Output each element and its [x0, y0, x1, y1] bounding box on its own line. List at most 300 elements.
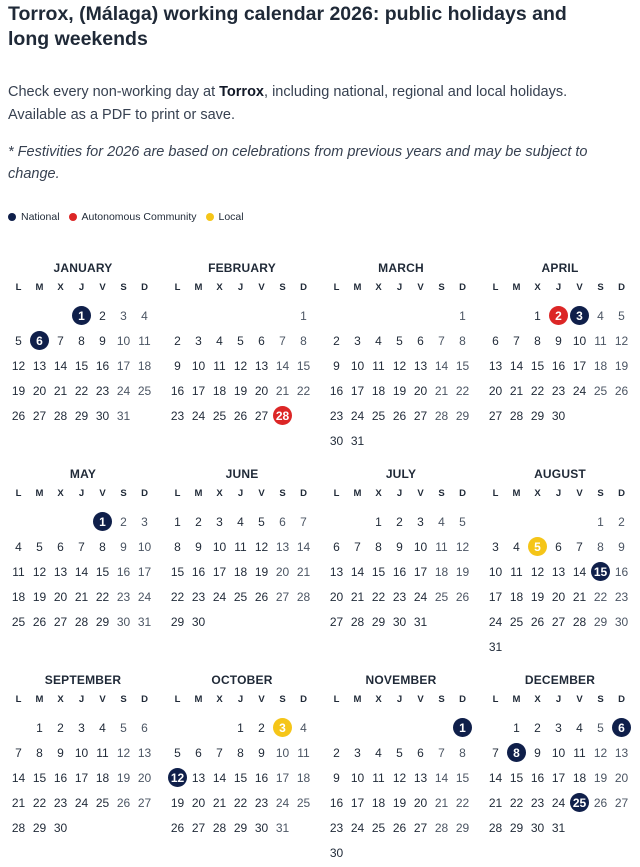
- day-number: 27: [191, 820, 206, 835]
- calendar-day: [293, 559, 314, 584]
- day-number: 30: [392, 614, 407, 629]
- day-number: 24: [551, 795, 566, 810]
- day-number: 5: [174, 745, 181, 760]
- day-number: 23: [254, 795, 269, 810]
- day-number: 8: [36, 745, 43, 760]
- day-number: 22: [455, 795, 470, 810]
- calendar-day: [71, 740, 92, 765]
- day-number: 1: [513, 720, 520, 735]
- day-number: 27: [32, 408, 47, 423]
- day-number: 18: [371, 795, 386, 810]
- day-number: 9: [333, 358, 340, 373]
- weekday-label: X: [216, 488, 223, 499]
- day-number: 23: [329, 408, 344, 423]
- day-number: 14: [488, 770, 503, 785]
- calendar-day: [71, 715, 92, 740]
- day-number: 1: [72, 306, 91, 325]
- calendar-day: [506, 559, 527, 584]
- weekday-label: V: [417, 694, 424, 705]
- calendar-day: [230, 715, 251, 740]
- calendar-day: [527, 353, 548, 378]
- day-number: 3: [120, 308, 127, 323]
- day-number: 14: [434, 770, 449, 785]
- weekday-label: D: [300, 488, 307, 499]
- weekday-label: S: [597, 694, 604, 705]
- day-number: 4: [141, 308, 148, 323]
- empty-cell: [485, 715, 506, 740]
- day-number: 18: [371, 383, 386, 398]
- calendar-day: [29, 584, 50, 609]
- calendar-day: [452, 559, 473, 584]
- empty-cell: [209, 303, 230, 328]
- weekday-header: [8, 487, 158, 501]
- day-number: 6: [57, 539, 64, 554]
- calendar-day: [29, 403, 50, 428]
- day-number: 27: [275, 589, 290, 604]
- empty-cell: [431, 303, 452, 328]
- calendar-day: [611, 509, 632, 534]
- holiday-day: [29, 328, 50, 353]
- calendar-day: [452, 584, 473, 609]
- day-number: 3: [78, 720, 85, 735]
- month-september: [8, 673, 158, 840]
- day-number: 3: [141, 514, 148, 529]
- day-number: 12: [116, 745, 131, 760]
- day-number: 12: [530, 564, 545, 579]
- calendar-day: [209, 353, 230, 378]
- day-number: 30: [614, 614, 629, 629]
- day-number: 12: [254, 539, 269, 554]
- day-number: 28: [434, 408, 449, 423]
- calendar-day: [410, 740, 431, 765]
- calendar-day: [410, 584, 431, 609]
- calendar-day: [272, 353, 293, 378]
- day-number: 30: [116, 614, 131, 629]
- day-number: 16: [191, 564, 206, 579]
- day-number: 24: [572, 383, 587, 398]
- calendar-day: [452, 403, 473, 428]
- calendar-day: [50, 353, 71, 378]
- day-number: 22: [32, 795, 47, 810]
- calendar-day: [452, 509, 473, 534]
- weekday-label: M: [35, 694, 44, 705]
- holiday-day: [167, 765, 188, 790]
- calendar-day: [92, 353, 113, 378]
- day-number: 15: [455, 358, 470, 373]
- calendar-day: [569, 353, 590, 378]
- calendar-day: [485, 609, 506, 634]
- day-number: 15: [233, 770, 248, 785]
- calendar-day: [209, 328, 230, 353]
- calendar-day: [188, 353, 209, 378]
- day-number: 9: [258, 745, 265, 760]
- calendar-day: [506, 790, 527, 815]
- calendar-day: [527, 378, 548, 403]
- calendar-day: [590, 790, 611, 815]
- day-grid: [326, 303, 476, 453]
- day-number: 15: [170, 564, 185, 579]
- legend: [8, 211, 640, 223]
- calendar-day: [326, 328, 347, 353]
- calendar-day: [71, 378, 92, 403]
- day-number: 10: [413, 539, 428, 554]
- day-number: 14: [434, 358, 449, 373]
- weekday-label: L: [333, 488, 340, 499]
- calendar-day: [569, 559, 590, 584]
- calendar-day: [92, 740, 113, 765]
- day-number: 26: [530, 614, 545, 629]
- weekday-label: D: [459, 694, 466, 705]
- day-number: 9: [57, 745, 64, 760]
- day-number: 13: [32, 358, 47, 373]
- legend-dot-regional: [69, 213, 77, 221]
- calendar-day: [29, 815, 50, 840]
- calendar-day: [50, 403, 71, 428]
- day-number: 5: [396, 333, 403, 348]
- day-number: 31: [551, 820, 566, 835]
- weekday-label: J: [78, 282, 85, 293]
- intro-text-after: , including national, regional and local holidays. Available as a PDF to print or save.: [8, 84, 568, 123]
- day-number: 27: [329, 614, 344, 629]
- empty-cell: [188, 303, 209, 328]
- day-number: 1: [300, 308, 307, 323]
- calendar-day: [569, 584, 590, 609]
- day-number: 14: [53, 358, 68, 373]
- calendar-day: [347, 559, 368, 584]
- day-number: 16: [95, 358, 110, 373]
- weekday-label: L: [15, 282, 22, 293]
- day-number: 6: [258, 333, 265, 348]
- day-number: 23: [53, 795, 68, 810]
- day-number: 9: [534, 745, 541, 760]
- calendar-day: [272, 815, 293, 840]
- month-title: APRIL: [541, 261, 579, 275]
- month-april: [485, 261, 635, 428]
- calendar-day: [272, 509, 293, 534]
- calendar-day: [167, 584, 188, 609]
- calendar-day: [452, 353, 473, 378]
- calendar-day: [389, 378, 410, 403]
- calendar-day: [8, 740, 29, 765]
- day-number: 29: [95, 614, 110, 629]
- day-number: 26: [116, 795, 131, 810]
- day-number: 13: [275, 539, 290, 554]
- calendar-day: [548, 715, 569, 740]
- calendar-day: [188, 509, 209, 534]
- calendar-day: [29, 534, 50, 559]
- day-number: 25: [137, 383, 152, 398]
- calendar-day: [50, 715, 71, 740]
- day-number: 7: [354, 539, 361, 554]
- calendar-day: [293, 378, 314, 403]
- day-number: 1: [174, 514, 181, 529]
- calendar-day: [188, 790, 209, 815]
- calendar-day: [506, 765, 527, 790]
- day-number: 7: [279, 333, 286, 348]
- calendar-day: [485, 559, 506, 584]
- calendar-day: [272, 740, 293, 765]
- calendar-day: [209, 559, 230, 584]
- day-number: 19: [116, 770, 131, 785]
- day-number: 26: [32, 614, 47, 629]
- day-number: 13: [551, 564, 566, 579]
- weekday-label: L: [333, 282, 340, 293]
- calendar-day: [167, 378, 188, 403]
- weekday-label: S: [120, 282, 127, 293]
- day-number: 13: [329, 564, 344, 579]
- day-number: 13: [413, 358, 428, 373]
- day-number: 22: [296, 383, 311, 398]
- day-number: 11: [12, 564, 25, 579]
- weekday-label: J: [237, 282, 244, 293]
- weekday-label: V: [99, 694, 106, 705]
- day-number: 12: [233, 358, 248, 373]
- day-number: 5: [459, 514, 466, 529]
- weekday-label: S: [120, 488, 127, 499]
- day-number: 25: [371, 408, 386, 423]
- day-number: 12: [11, 358, 26, 373]
- day-number: 13: [137, 745, 152, 760]
- calendar-day: [251, 328, 272, 353]
- month-june: [167, 467, 317, 634]
- day-number: 23: [329, 820, 344, 835]
- calendar-day: [230, 765, 251, 790]
- month-november: [326, 673, 476, 865]
- day-number: 15: [371, 564, 386, 579]
- weekday-label: L: [174, 694, 181, 705]
- day-grid: [167, 509, 317, 634]
- day-number: 10: [212, 539, 227, 554]
- weekday-label: X: [216, 282, 223, 293]
- calendar-day: [431, 765, 452, 790]
- calendar-day: [71, 609, 92, 634]
- day-number: 18: [95, 770, 110, 785]
- day-number: 16: [53, 770, 68, 785]
- day-number: 26: [170, 820, 185, 835]
- day-number: 13: [254, 358, 269, 373]
- weekday-label: L: [333, 694, 340, 705]
- weekday-label: X: [375, 488, 382, 499]
- calendar-day: [293, 534, 314, 559]
- legend-dot-local: [206, 213, 214, 221]
- calendar-day: [548, 584, 569, 609]
- calendar-day: [8, 378, 29, 403]
- day-number: 29: [233, 820, 248, 835]
- weekday-label: J: [396, 694, 403, 705]
- calendar-day: [527, 584, 548, 609]
- day-number: 17: [137, 564, 152, 579]
- calendar-day: [611, 740, 632, 765]
- calendar-day: [548, 740, 569, 765]
- calendar-day: [506, 378, 527, 403]
- day-number: 28: [11, 820, 26, 835]
- day-number: 2: [618, 514, 625, 529]
- calendar-day: [431, 378, 452, 403]
- day-number: 20: [413, 795, 428, 810]
- day-number: 22: [74, 383, 89, 398]
- calendar-day: [368, 740, 389, 765]
- empty-cell: [548, 509, 569, 534]
- day-number: 19: [392, 383, 407, 398]
- day-number: 28: [212, 820, 227, 835]
- empty-cell: [410, 715, 431, 740]
- month-title: AUGUST: [534, 467, 586, 481]
- calendar-day: [134, 790, 155, 815]
- month-title: JANUARY: [53, 261, 113, 275]
- calendar-day: [590, 534, 611, 559]
- day-number: 6: [333, 539, 340, 554]
- day-number: 19: [233, 383, 248, 398]
- day-number: 21: [11, 795, 26, 810]
- calendar-day: [209, 765, 230, 790]
- day-number: 29: [530, 408, 545, 423]
- day-number: 15: [509, 770, 524, 785]
- weekday-label: M: [194, 694, 203, 705]
- calendar-day: [50, 378, 71, 403]
- day-number: 27: [137, 795, 152, 810]
- calendar-day: [368, 534, 389, 559]
- day-number: 22: [233, 795, 248, 810]
- calendar-day: [326, 840, 347, 865]
- calendar-day: [92, 790, 113, 815]
- calendar-day: [188, 765, 209, 790]
- day-number: 27: [53, 614, 68, 629]
- calendar-day: [167, 509, 188, 534]
- day-grid: [485, 509, 635, 659]
- calendar-day: [293, 584, 314, 609]
- day-number: 31: [413, 614, 428, 629]
- calendar-day: [293, 303, 314, 328]
- calendar-day: [506, 403, 527, 428]
- day-number: 7: [513, 333, 520, 348]
- calendar-day: [188, 328, 209, 353]
- calendar-day: [50, 740, 71, 765]
- day-number: 6: [492, 333, 499, 348]
- calendar-day: [548, 765, 569, 790]
- day-number: 26: [11, 408, 26, 423]
- calendar-day: [590, 609, 611, 634]
- calendar-day: [410, 378, 431, 403]
- calendar-day: [527, 559, 548, 584]
- calendar-day: [188, 378, 209, 403]
- holiday-day: [452, 715, 473, 740]
- holiday-day: [527, 534, 548, 559]
- calendar-day: [167, 403, 188, 428]
- empty-cell: [209, 715, 230, 740]
- calendar-day: [326, 765, 347, 790]
- day-number: 22: [95, 589, 110, 604]
- calendar-day: [293, 790, 314, 815]
- month-title: MAY: [69, 467, 97, 481]
- weekday-label: V: [576, 488, 583, 499]
- calendar-day: [485, 740, 506, 765]
- day-number: 21: [434, 795, 449, 810]
- weekday-label: S: [279, 282, 286, 293]
- day-number: 15: [455, 770, 470, 785]
- calendar-day: [527, 303, 548, 328]
- day-number: 6: [141, 720, 148, 735]
- page-title: Torrox, (Málaga) working calendar 2026: public holidays and long weekends: [8, 3, 567, 50]
- day-number: 18: [296, 770, 311, 785]
- calendar-day: [113, 353, 134, 378]
- weekday-label: X: [375, 282, 382, 293]
- calendar-day: [431, 790, 452, 815]
- day-number: 2: [57, 720, 64, 735]
- calendar-day: [326, 353, 347, 378]
- calendar-day: [548, 790, 569, 815]
- day-number: 1: [534, 308, 541, 323]
- day-number: 12: [593, 745, 608, 760]
- day-number: 21: [296, 564, 311, 579]
- calendar-day: [134, 609, 155, 634]
- calendar-day: [590, 509, 611, 534]
- calendar-day: [431, 815, 452, 840]
- day-number: 5: [120, 720, 127, 735]
- day-number: 18: [212, 383, 227, 398]
- calendar-day: [134, 559, 155, 584]
- calendar-day: [272, 328, 293, 353]
- month-title: FEBRUARY: [208, 261, 276, 275]
- calendar-day: [389, 328, 410, 353]
- day-number: 8: [99, 539, 106, 554]
- legend-label-local: Local: [218, 210, 244, 223]
- calendar-day: [113, 715, 134, 740]
- day-number: 30: [191, 614, 206, 629]
- calendar-day: [368, 584, 389, 609]
- empty-cell: [8, 715, 29, 740]
- calendar-day: [389, 740, 410, 765]
- empty-cell: [506, 303, 527, 328]
- day-number: 13: [614, 745, 629, 760]
- calendar-day: [527, 765, 548, 790]
- month-title: JULY: [385, 467, 417, 481]
- calendar-day: [113, 765, 134, 790]
- day-number: 11: [372, 358, 385, 373]
- day-number: 11: [372, 770, 385, 785]
- weekday-label: L: [492, 282, 499, 293]
- day-number: 26: [233, 408, 248, 423]
- day-number: 14: [212, 770, 227, 785]
- calendar-day: [368, 790, 389, 815]
- calendar-day: [92, 534, 113, 559]
- day-number: 10: [488, 564, 503, 579]
- calendar-day: [548, 815, 569, 840]
- calendar-day: [347, 815, 368, 840]
- calendar-day: [452, 740, 473, 765]
- calendar-day: [527, 715, 548, 740]
- calendar-day: [389, 353, 410, 378]
- calendar-day: [410, 403, 431, 428]
- empty-cell: [167, 715, 188, 740]
- day-number: 22: [530, 383, 545, 398]
- calendar-day: [431, 403, 452, 428]
- calendar-day: [527, 328, 548, 353]
- calendar-day: [167, 559, 188, 584]
- empty-cell: [485, 509, 506, 534]
- weekday-label: V: [258, 694, 265, 705]
- weekday-header: [326, 281, 476, 295]
- day-number: 7: [216, 745, 223, 760]
- calendar-day: [293, 740, 314, 765]
- calendar-day: [548, 378, 569, 403]
- weekday-label: J: [555, 694, 562, 705]
- calendar-day: [251, 584, 272, 609]
- calendar-day: [167, 328, 188, 353]
- calendar-day: [431, 353, 452, 378]
- calendar-day: [71, 790, 92, 815]
- day-number: 22: [455, 383, 470, 398]
- holiday-day: [569, 303, 590, 328]
